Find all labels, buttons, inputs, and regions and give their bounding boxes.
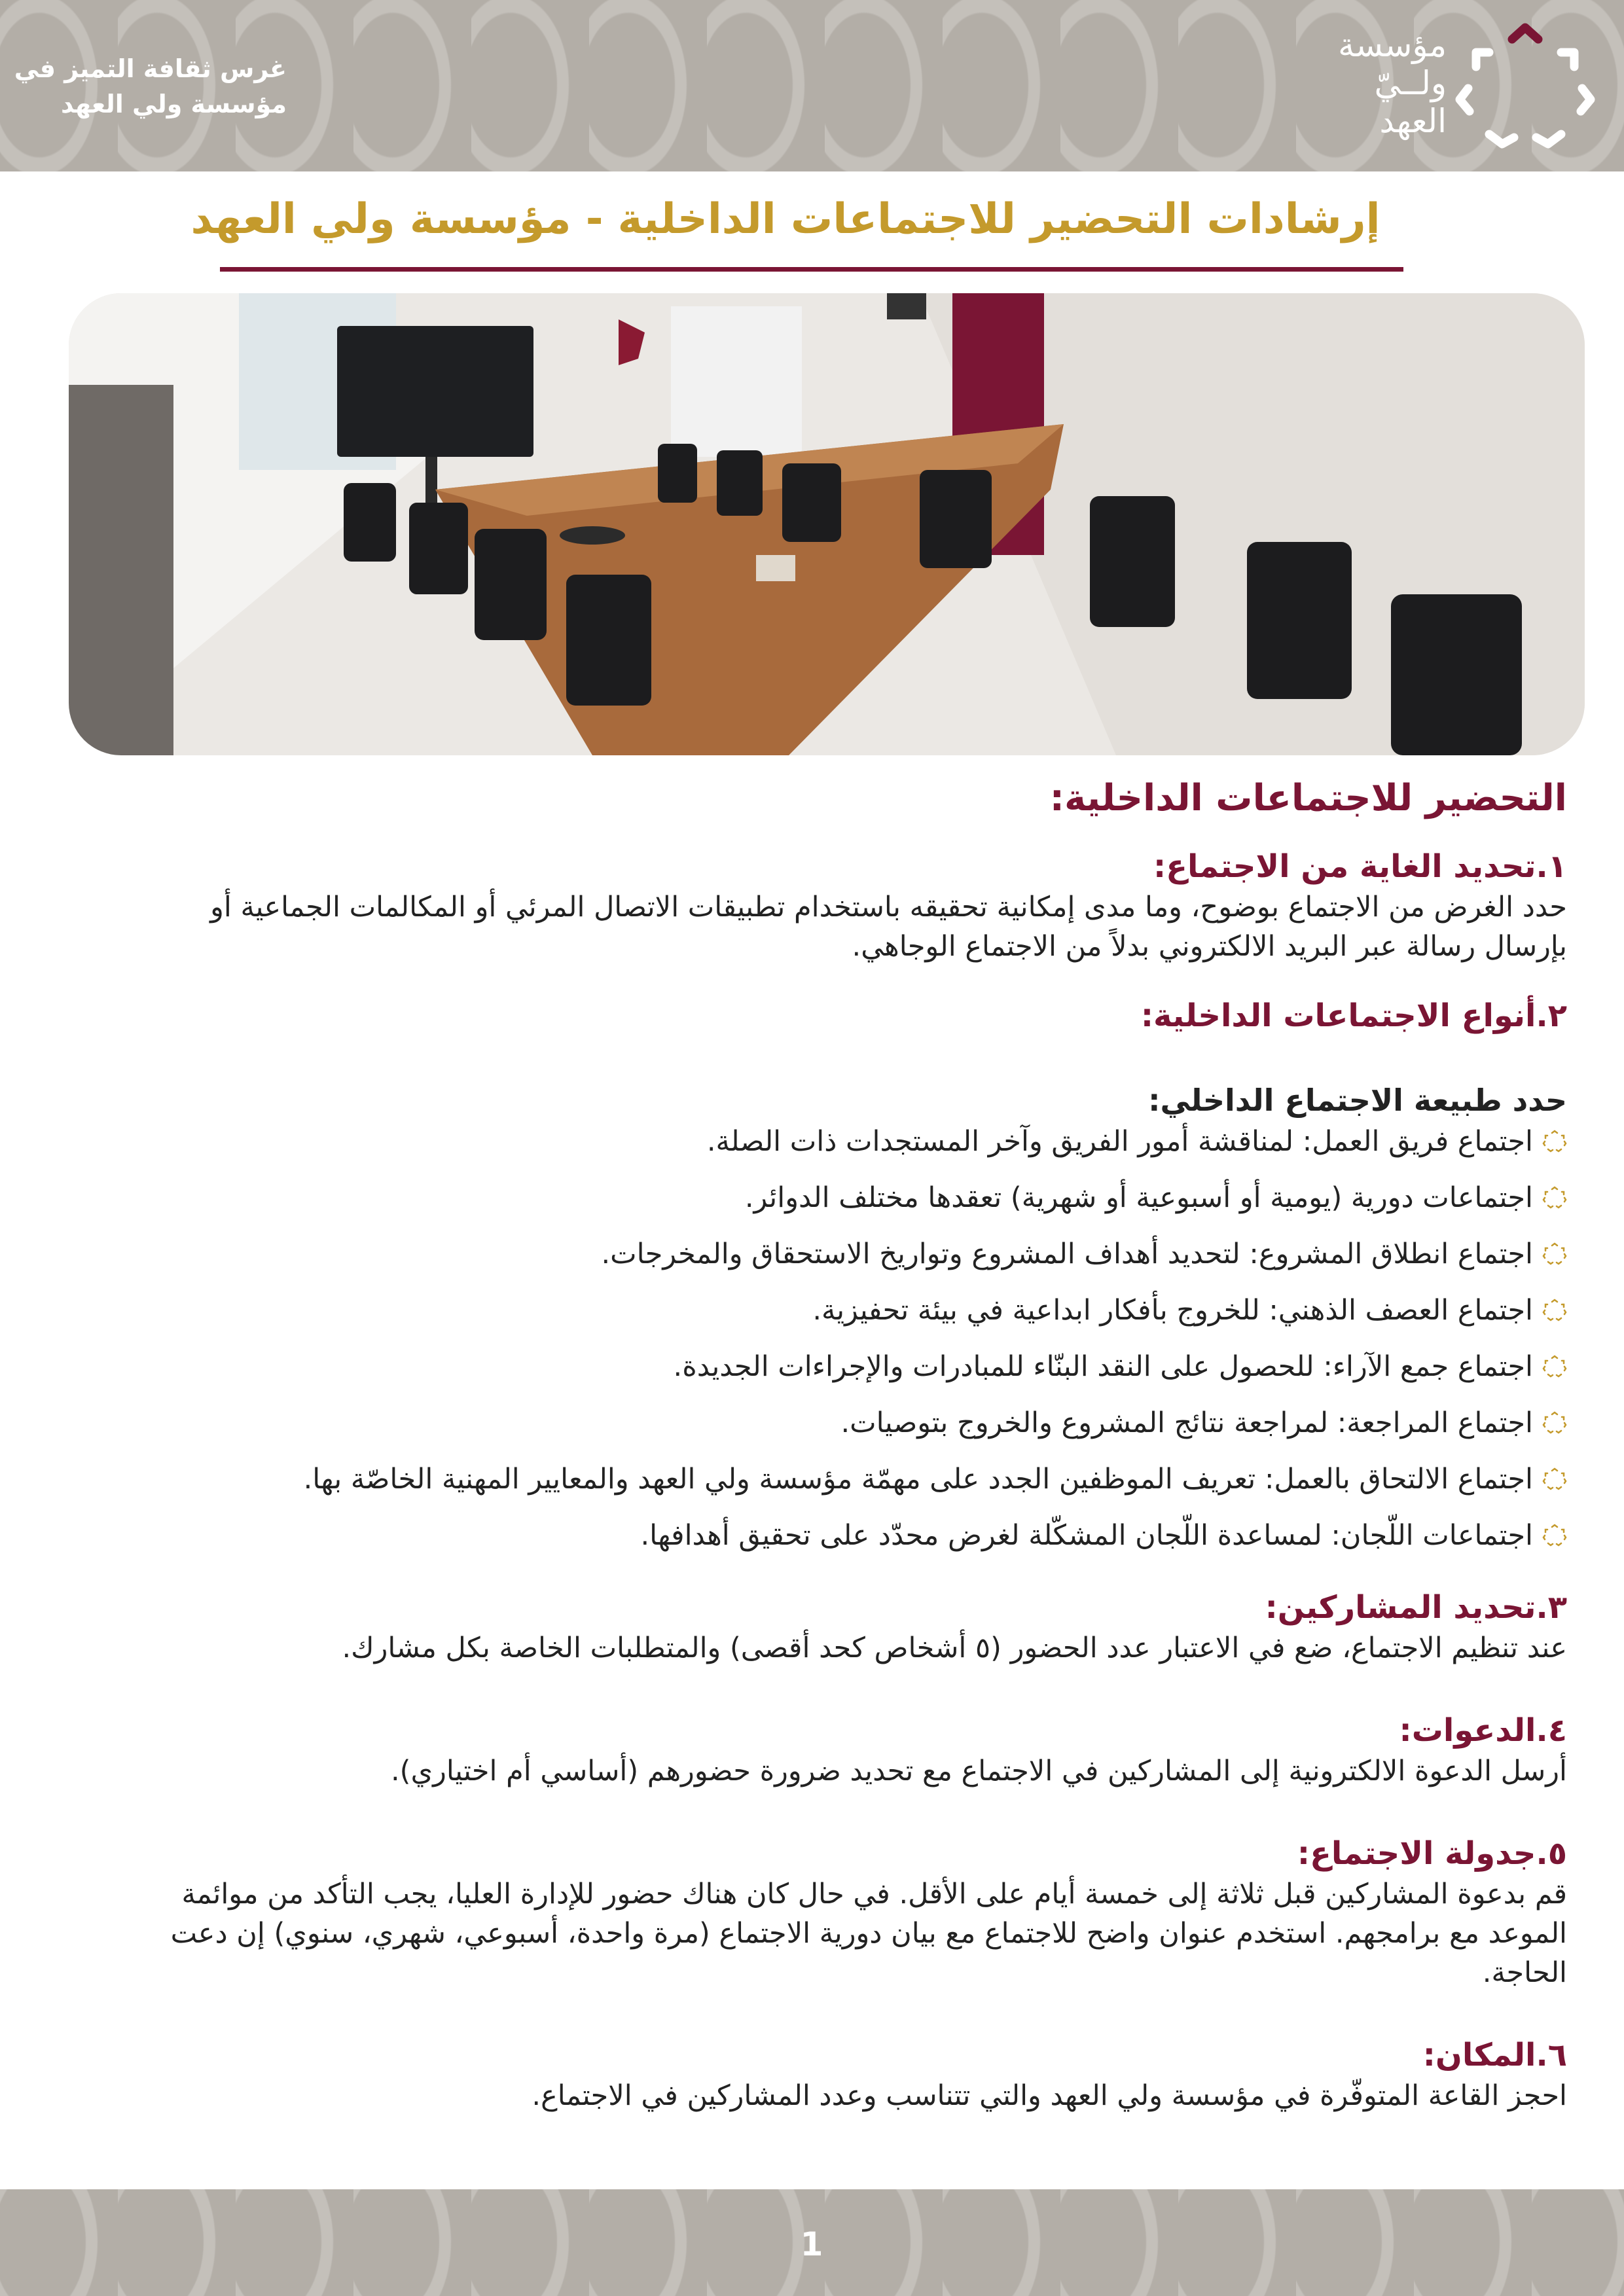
- section-2-subheading: حدد طبيعة الاجتماع الداخلي:: [1148, 1083, 1567, 1118]
- list-item-text: اجتماع المراجعة: لمراجعة نتائج المشروع والخروج بتوصيات.: [840, 1407, 1533, 1439]
- header-tagline: [14, 51, 287, 122]
- page-number: 1: [800, 2225, 823, 2263]
- list-item: [60, 1234, 1567, 1274]
- section-5-heading: ٥.جدولة الاجتماع:: [1297, 1835, 1567, 1872]
- meeting-room-photo: [69, 293, 1585, 755]
- section-2-heading: ٢.أنواع الاجتماعات الداخلية:: [1140, 997, 1567, 1034]
- section-4-line-1: أرسل الدعوة الالكترونية إلى المشاركين في الاجتماع مع تحديد ضرورة حضورهم (أساسي أم اختياري).: [391, 1755, 1567, 1787]
- list-item: [60, 1347, 1567, 1386]
- foundation-logo-icon: [1450, 13, 1600, 157]
- section-4-heading: ٤.الدعوات:: [1399, 1712, 1567, 1749]
- logo-text-line-1: مؤسسة: [1338, 26, 1447, 64]
- bullet-logo-icon: [1542, 1185, 1567, 1210]
- logo-text-line-2: ولــيّ: [1374, 64, 1447, 102]
- list-item: [60, 1516, 1567, 1555]
- bullet-logo-icon: [1542, 1354, 1567, 1379]
- bullet-logo-icon: [1542, 1467, 1567, 1492]
- bullet-logo-icon: [1542, 1242, 1567, 1266]
- bullet-logo-icon: [1542, 1523, 1567, 1548]
- list-item-text: اجتماع انطلاق المشروع: لتحديد أهداف المشروع وتواريخ الاستحقاق والمخرجات.: [601, 1238, 1533, 1270]
- bullet-logo-icon: [1542, 1129, 1567, 1154]
- section-1-line-2: بإرسال رسالة عبر البريد الالكتروني بدلاً من الاجتماع الوجاهي.: [852, 930, 1567, 963]
- section-1-line-1: حدد الغرض من الاجتماع بوضوح، وما مدى إمكانية تحقيقه باستخدام تطبيقات الاتصال المرئي أو المكالمات الجماعية أو: [210, 891, 1567, 924]
- header-band: [0, 0, 1624, 171]
- list-item-text: اجتماع العصف الذهني: للخروج بأفكار ابداعية في بيئة تحفيزية.: [812, 1294, 1533, 1327]
- tagline-line-1: غرس ثقافة التميز في: [14, 54, 287, 83]
- tagline-line-2: مؤسسة ولي العهد: [60, 90, 287, 118]
- section-1-heading: ١.تحديد الغاية من الاجتماع:: [1153, 848, 1567, 885]
- list-item: [60, 1403, 1567, 1443]
- list-item-text: اجتماعات اللّجان: لمساعدة اللّجان المشكّلة لغرض محدّد على تحقيق أهدافها.: [640, 1519, 1533, 1552]
- logo-text: [1303, 26, 1447, 140]
- bullet-logo-icon: [1542, 1298, 1567, 1323]
- section-6-line-1: احجز القاعة المتوفّرة في مؤسسة ولي العهد والتي تتناسب وعدد المشاركين في الاجتماع.: [532, 2079, 1567, 2112]
- section-5-line-2: الموعد مع برامجهم. استخدم عنوان واضح للاجتماع مع بيان دورية الاجتماع (مرة واحدة، أسبوعي، شهري، سنوي) إن دعت: [170, 1917, 1567, 1950]
- title-underline: [220, 267, 1403, 272]
- list-item: [60, 1291, 1567, 1330]
- list-item: [60, 1460, 1567, 1499]
- section-3-line-1: عند تنظيم الاجتماع، ضع في الاعتبار عدد الحضور (٥ أشخاص كحد أقصى) والمتطلبات الخاصة بكل مشارك.: [342, 1632, 1567, 1664]
- content: [60, 771, 1567, 2115]
- list-item-text: اجتماع الالتحاق بالعمل: تعريف الموظفين الجدد على مهمّة مؤسسة ولي العهد والمعايير المهنية الخاصّة بها.: [303, 1463, 1533, 1496]
- section-3-heading: ٣.تحديد المشاركين:: [1265, 1589, 1567, 1626]
- page-title: إرشادات التحضير للاجتماعات الداخلية - مؤسسة ولي العهد: [190, 195, 1380, 243]
- list-item: [60, 1178, 1567, 1217]
- main-heading: التحضير للاجتماعات الداخلية:: [1049, 777, 1567, 819]
- list-item: [60, 1122, 1567, 1161]
- logo-text-line-3: العهد: [1379, 102, 1447, 140]
- list-item-text: اجتماع جمع الآراء: للحصول على النقد البنّاء للمبادرات والإجراءات الجديدة.: [673, 1350, 1533, 1383]
- section-5-line-1: قم بدعوة المشاركين قبل ثلاثة إلى خمسة أيام على الأقل. في حال كان هناك حضور للإدارة العليا، يجب التأكد من موائمة: [181, 1878, 1567, 1910]
- list-item-text: اجتماع فريق العمل: لمناقشة أمور الفريق وآخر المستجدات ذات الصلة.: [706, 1125, 1533, 1158]
- list-item-text: اجتماعات دورية (يومية أو أسبوعية أو شهرية) تعقدها مختلف الدوائر.: [744, 1181, 1533, 1214]
- meeting-types-list: [60, 1122, 1567, 1555]
- bullet-logo-icon: [1542, 1410, 1567, 1435]
- section-6-heading: ٦.المكان:: [1422, 2037, 1567, 2073]
- section-5-line-3: الحاجة.: [1482, 1956, 1567, 1989]
